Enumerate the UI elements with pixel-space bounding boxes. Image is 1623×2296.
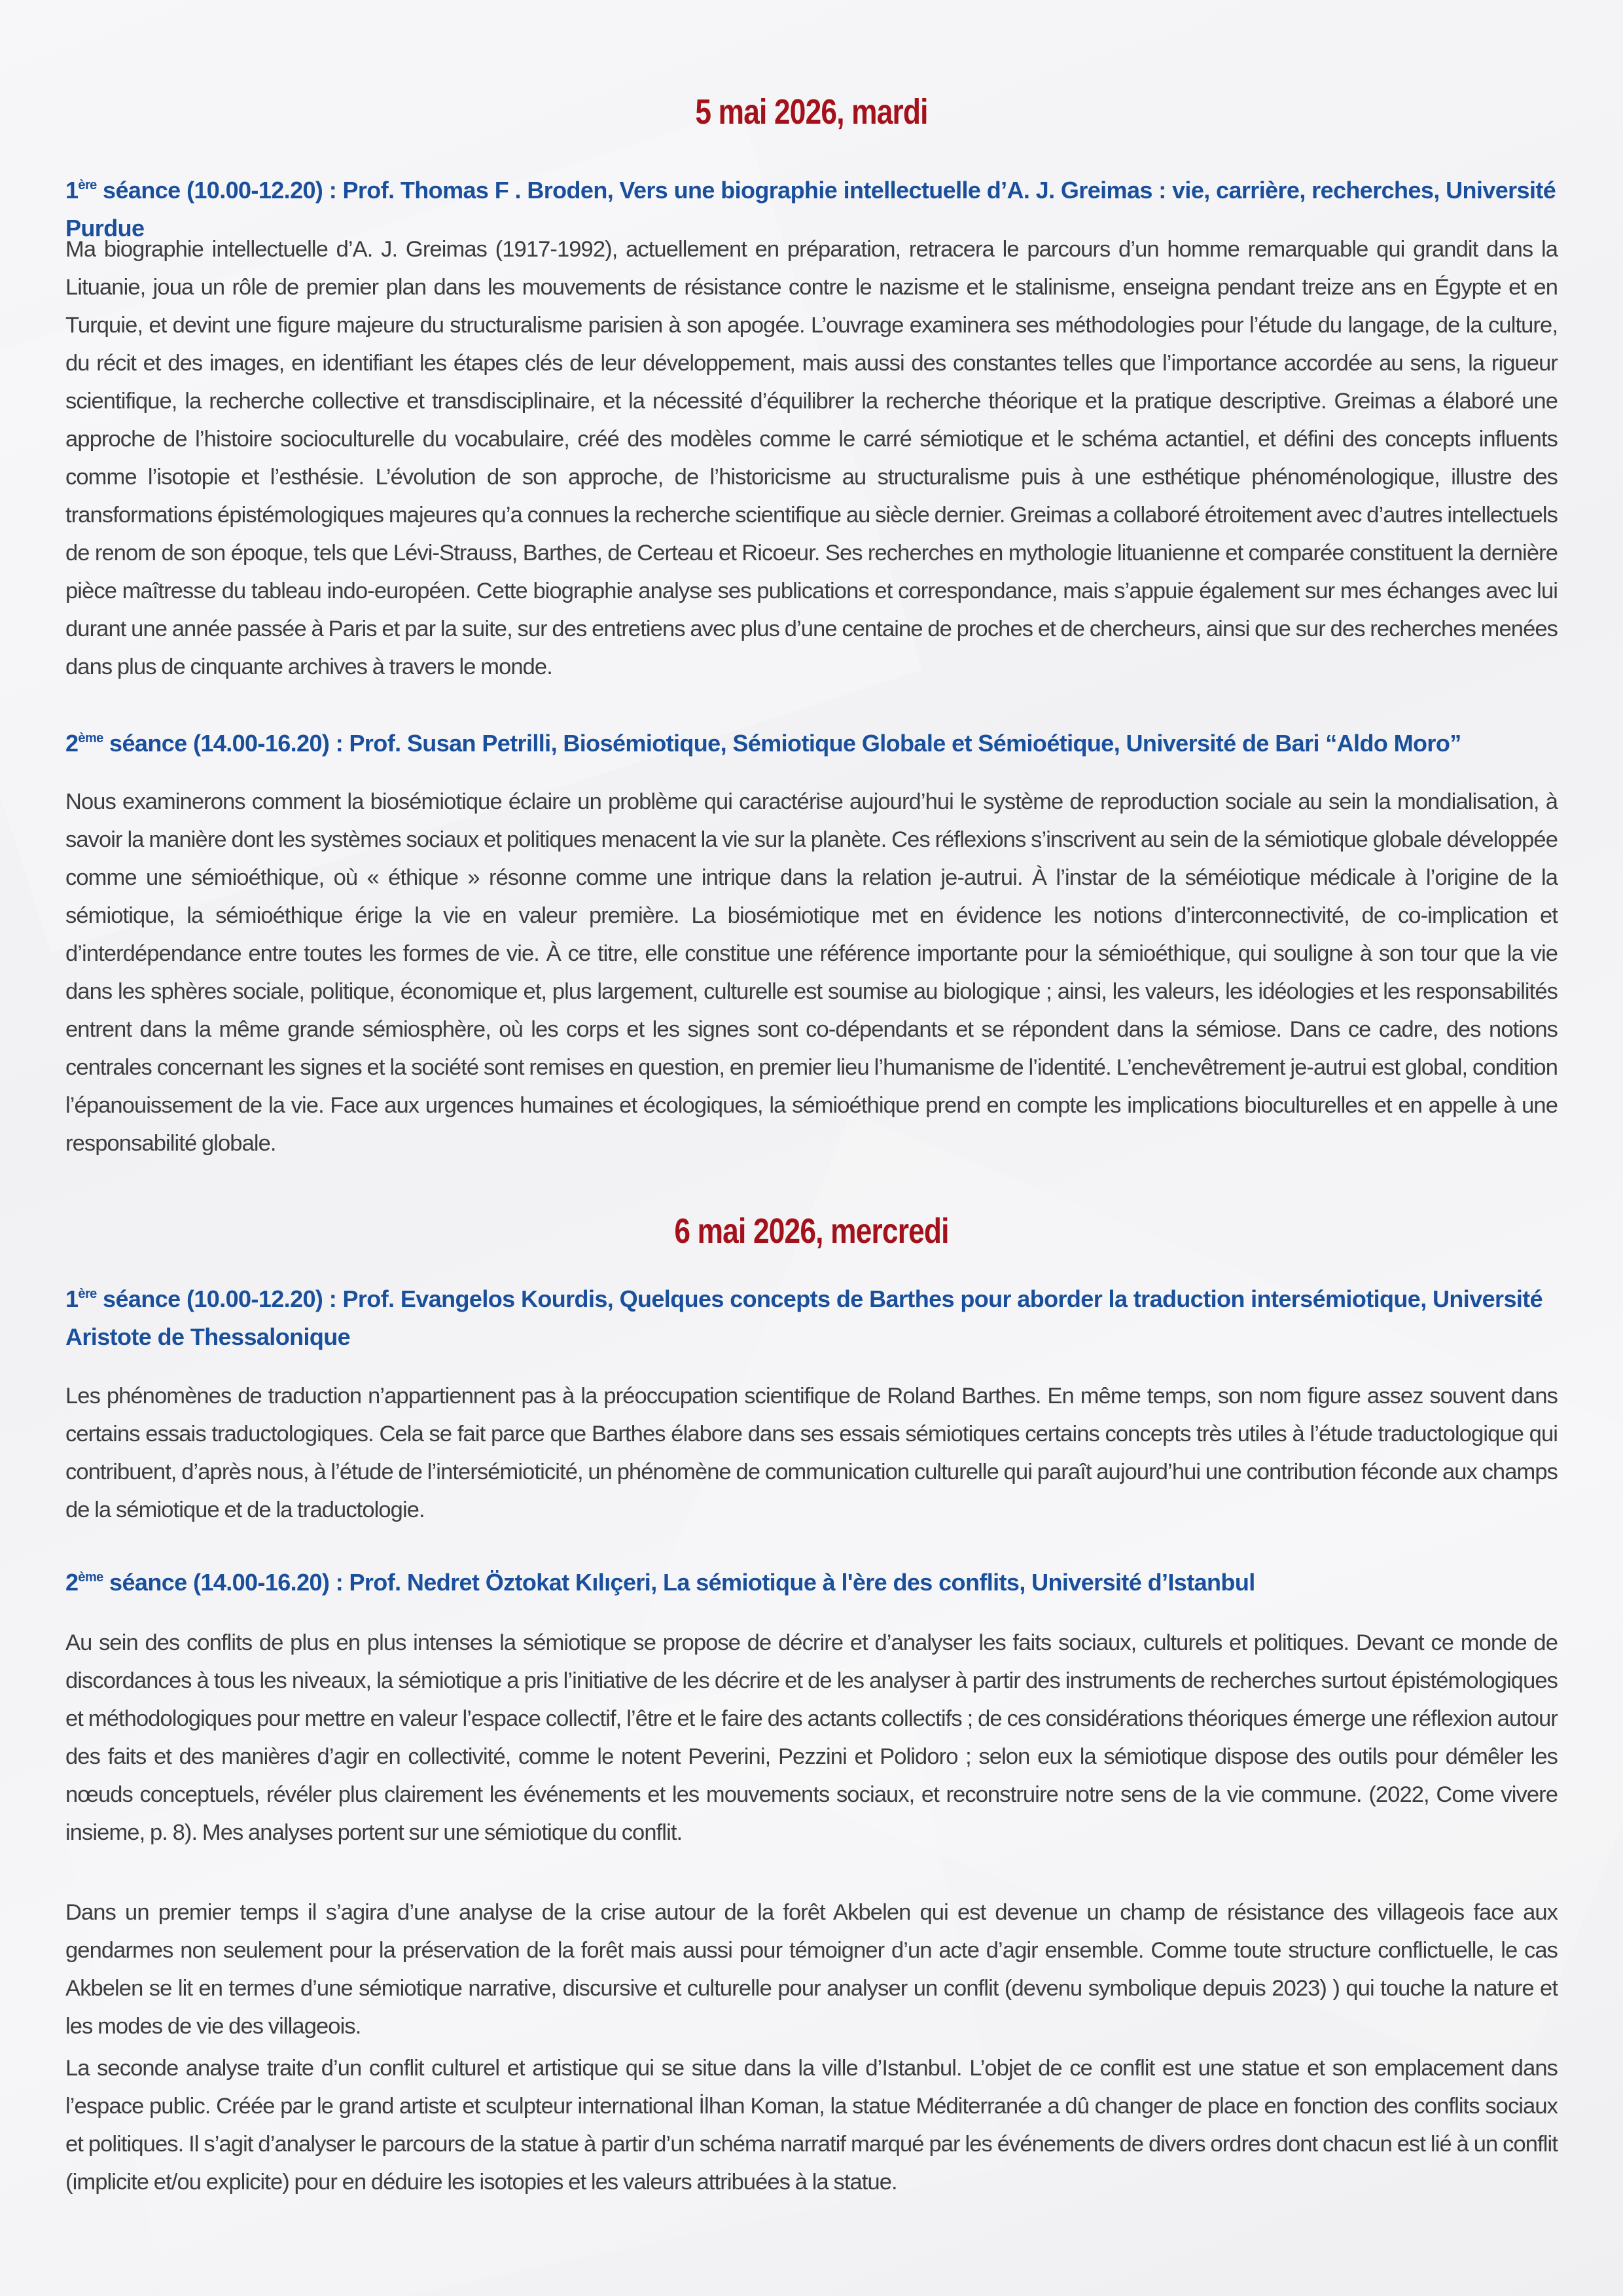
session-ordinal-suffix: ère xyxy=(78,1287,97,1301)
abstract-paragraph: La seconde analyse traite d’un conflit culturel et artistique qui se situe dans la ville d’Istanbul. L’objet de ce conflit est une statue et son emplacement dans l’espace public. Créée par le grand artiste et sculpteur international İlhan Koman, la statue Méditerranée a dû changer de place en fonction des conflits sociaux et politiques. Il s’agit d’analyser le parcours de la statue à partir d’un schéma narratif marqué par les événements de divers ordres dont chacun est lié à un conflit (implicite et/ou explicite) pour en déduire les isotopies et les valeurs attribuées à la statue. xyxy=(65,2056,1558,2195)
session-title xyxy=(65,725,1558,762)
session-title-text: séance (14.00-16.20) : Prof. Susan Petrilli, Biosémiotique, Sémiotique Globale et Sémioétique, Université de Bari “Aldo Moro” xyxy=(103,730,1461,757)
session-abstract-continued xyxy=(65,2049,1558,2201)
session-abstract xyxy=(65,783,1558,1162)
abstract-paragraph: Nous examinerons comment la biosémiotique éclaire un problème qui caractérise aujourd’hui le système de reproduction sociale au sein la mondialisation, à savoir la manière dont les systèmes sociaux et politiques menacent la vie sur la planète. Ces réflexions s’inscrivent au sein de la sémiotique globale développée comme une sémioéthique, où « éthique » résonne comme une intrique dans la relation je-autrui. À l’instar de la séméiotique médicale à l’origine de la sémiotique, la sémioéthique érige la vie en valeur première. La biosémiotique met en évidence les notions d’interconnectivité, de co-implication et d’interdépendance entre toutes les formes de vie. À ce titre, elle constitue une référence importante pour la sémioéthique, qui souligne à son tour que la vie dans les sphères sociale, politique, économique et, plus largement, culturelle est soumise au biologique ; ainsi, les valeurs, les idéologies et les responsabilités entrent dans la même grande sémiosphère, où les corps et les signes sont co-dépendants et se répondent dans la sémiose. Dans ce cadre, des notions centrales concernant les signes et la société sont remises en question, en premier lieu l’humanisme de l’identité. L’enchevêtrement je-autrui est global, condition l’épanouissement de la vie. Face aux urgences humaines et écologiques, la sémioéthique prend en compte les implications bioculturelles et en appelle à une responsabilité globale. xyxy=(65,789,1558,1156)
session-abstract-continued xyxy=(65,1893,1558,2045)
session-title-text: séance (10.00-12.20) : Prof. Evangelos Kourdis, Quelques concepts de Barthes pour aborder la traduction intersémiotique, Université Aristote de Thessalonique xyxy=(65,1285,1543,1350)
abstract-paragraph: Au sein des conflits de plus en plus intenses la sémiotique se propose de décrire et d’analyser les faits sociaux, culturels et politiques. Devant ce monde de discordances à tous les niveaux, la sémiotique a pris l’initiative de les décrire et de les analyser à partir des instruments de recherches surtout épistémologiques et méthodologiques pour mettre en valeur l’espace collectif, l’être et le faire des actants collectifs ; de ces considérations théoriques émerge une réflexion autour des faits et des manières d’agir en collectivité, comme le notent Peverini, Pezzini et Polidoro ; selon eux la sémiotique dispose des outils pour démêler les nœuds conceptuels, révéler plus clairement les événements et les mouvements sociaux, et reconstruire notre sens de la vie commune. (2022, Come vivere insieme, p. 8). Mes analyses portent sur une sémiotique du conflit. xyxy=(65,1630,1558,1845)
abstract-paragraph: Ma biographie intellectuelle d’A. J. Greimas (1917-1992), actuellement en préparation, retracera le parcours d’un homme remarquable qui grandit dans la Lituanie, joua un rôle de premier plan dans les mouvements de résistance contre le nazisme et le stalinisme, enseigna pendant treize ans en Égypte et en Turquie, et devint une figure majeure du structuralisme parisien à son apogée. L’ouvrage examinera ses méthodologies pour l’étude du langage, de la culture, du récit et des images, en identifiant les étapes clés de leur développement, mais aussi des constantes telles que l’importance accordée au sens, la rigueur scientifique, la recherche collective et transdisciplinaire, et la nécessité d’équilibrer la recherche théorique et la pratique descriptive. Greimas a élaboré une approche de l’histoire socioculturelle du vocabulaire, créé des modèles comme le carré sémiotique et le schéma actantiel, et défini des concepts influents comme l’isotopie et l’esthésie. L’évolution de son approche, de l’historicisme au structuralisme puis à une esthétique phénoménologique, illustre des transformations épistémologiques majeures qu’a connues la recherche scientifique au siècle dernier. Greimas a collaboré étroitement avec d’autres intellectuels de renom de son époque, tels que Lévi-Strauss, Barthes, de Certeau et Ricoeur. Ses recherches en mythologie lituanienne et comparée constituent la dernière pièce maîtresse du tableau indo-européen. Cette biographie analyse ses publications et correspondance, mais s’appuie également sur mes échanges avec lui durant une année passée à Paris et par la suite, sur des entretiens avec plus d’une centaine de proches et de chercheurs, ainsi que sur des recherches menées dans plus de cinquante archives à travers le monde. xyxy=(65,237,1558,679)
session-abstract xyxy=(65,1377,1558,1529)
session-abstract xyxy=(65,1624,1558,1852)
session-ordinal-suffix: ère xyxy=(78,178,97,192)
session-ordinal-suffix: ème xyxy=(78,1570,103,1585)
session-ordinal: 1 xyxy=(65,177,79,204)
day-section xyxy=(65,1211,1558,1251)
session-ordinal-suffix: ème xyxy=(78,731,103,745)
day-heading: 5 mai 2026, mardi xyxy=(695,92,928,132)
session-title xyxy=(65,1280,1558,1356)
session-ordinal: 2 xyxy=(65,1569,79,1596)
session-abstract xyxy=(65,230,1558,686)
session-title-text: séance (14.00-16.20) : Prof. Nedret Öztokat Kılıçeri, La sémiotique à l'ère des conflits, Université d’Istanbul xyxy=(103,1569,1255,1596)
session-ordinal: 1 xyxy=(65,1285,79,1312)
session-title-text: séance (10.00-12.20) : Prof. Thomas F . Broden, Vers une biographie intellectuelle d’A. J. Greimas : vie, carrière, recherches, Université Purdue xyxy=(65,177,1556,242)
day-section xyxy=(65,92,1558,132)
day-heading: 6 mai 2026, mercredi xyxy=(674,1211,949,1251)
abstract-paragraph: Les phénomènes de traduction n’appartiennent pas à la préoccupation scientifique de Roland Barthes. En même temps, son nom figure assez souvent dans certains essais traductologiques. Cela se fait parce que Barthes élabore dans ses essais sémiotiques certains concepts très utiles à l’étude traductologique qui contribuent, d’après nous, à l’étude de l’intersémioticité, un phénomène de communication culturelle qui paraît aujourd’hui une contribution féconde aux champs de la sémiotique et de la traductologie. xyxy=(65,1384,1558,1522)
abstract-paragraph: Dans un premier temps il s’agira d’une analyse de la crise autour de la forêt Akbelen qui est devenue un champ de résistance des villageois face aux gendarmes non seulement pour la préservation de la forêt mais aussi pour témoigner d’un acte d’agir ensemble. Comme toute structure conflictuelle, le cas Akbelen se lit en termes d’une sémiotique narrative, discursive et culturelle pour analyser un conflit (devenu symbolique depuis 2023) ) qui touche la nature et les modes de vie des villageois. xyxy=(65,1900,1558,2039)
session-title xyxy=(65,1564,1558,1602)
session-ordinal: 2 xyxy=(65,730,79,757)
